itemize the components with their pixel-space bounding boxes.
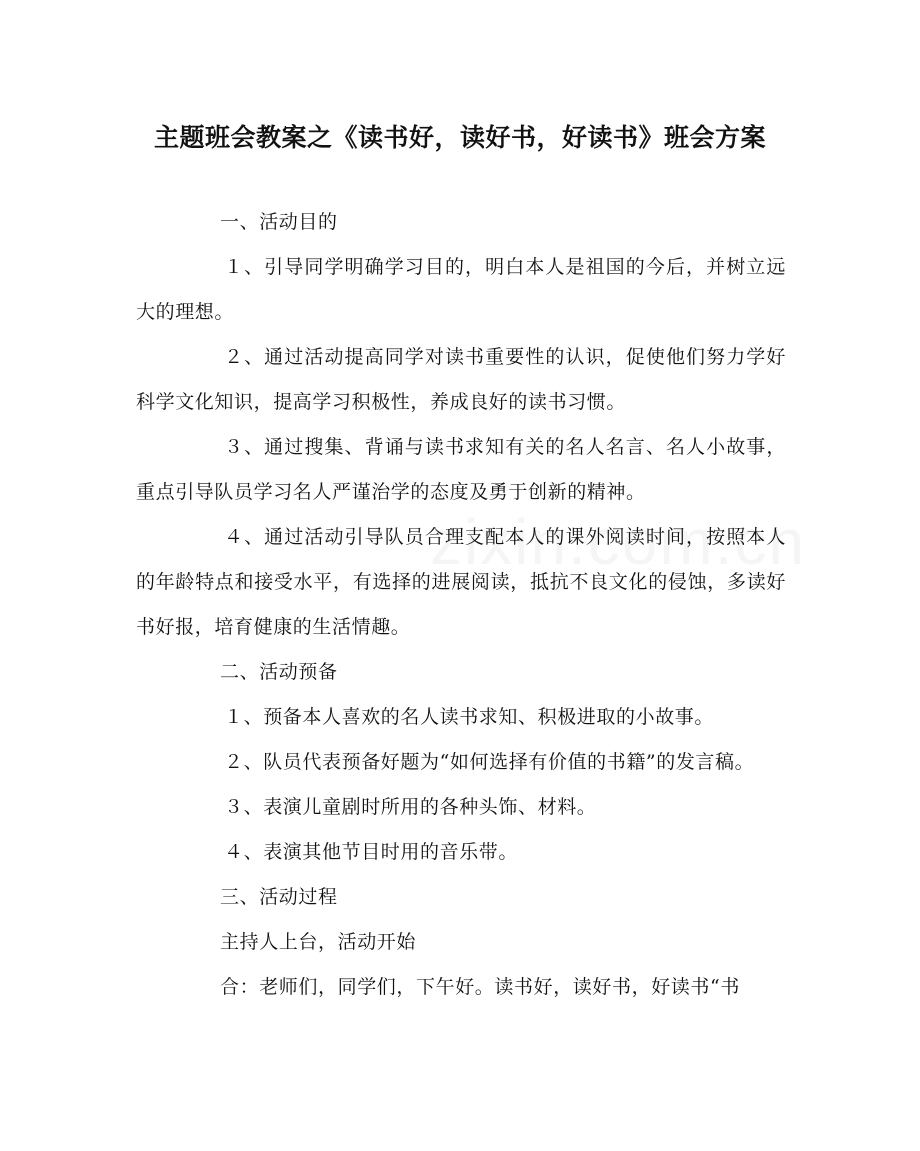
goal-item-3: ３、通过搜集、背诵与读书求知有关的名人名言、名人小故事，重点引导队员学习名人严谨治学的态度及勇于创新的精神。	[136, 436, 786, 503]
preparation-item-3: ３、表演儿童剧时所用的各种头饰、材料。	[224, 796, 597, 818]
preparation-item-1: １、预备本人喜欢的名人读书求知、积极进取的小故事。	[224, 706, 715, 728]
document-title: 主题班会教案之《读书好，读好书，好读书》班会方案	[153, 123, 766, 152]
section-heading-process: 三、活动过程	[220, 886, 338, 908]
section-heading-goals: 一、活动目的	[220, 211, 338, 233]
section-heading-preparation: 二、活动预备	[220, 661, 338, 683]
preparation-item-2: ２、队员代表预备好题为“如何选择有价值的书籍”的发言稿。	[224, 751, 755, 773]
goal-item-4: ４、通过活动引导队员合理支配本人的课外阅读时间，按照本人的年龄特点和接受水平，有选择的进展阅读，抵抗不良文化的侵蚀，多读好书好报，培育健康的生活情趣。	[136, 526, 786, 638]
goal-item-2: ２、通过活动提高同学对读书重要性的认识，促使他们努力学好科学文化知识，提高学习积极性，养成良好的读书习惯。	[136, 346, 786, 413]
process-paragraph-1: 主持人上台，活动开始	[220, 931, 417, 953]
preparation-item-4: ４、表演其他节目时用的音乐带。	[224, 841, 519, 863]
goal-item-1: １、引导同学明确学习目的，明白本人是祖国的今后，并树立远大的理想。	[136, 256, 786, 323]
process-paragraph-2: 合：老师们，同学们，下午好。读书好，读好书，好读书“书	[220, 976, 740, 998]
document-body	[136, 200, 786, 1010]
